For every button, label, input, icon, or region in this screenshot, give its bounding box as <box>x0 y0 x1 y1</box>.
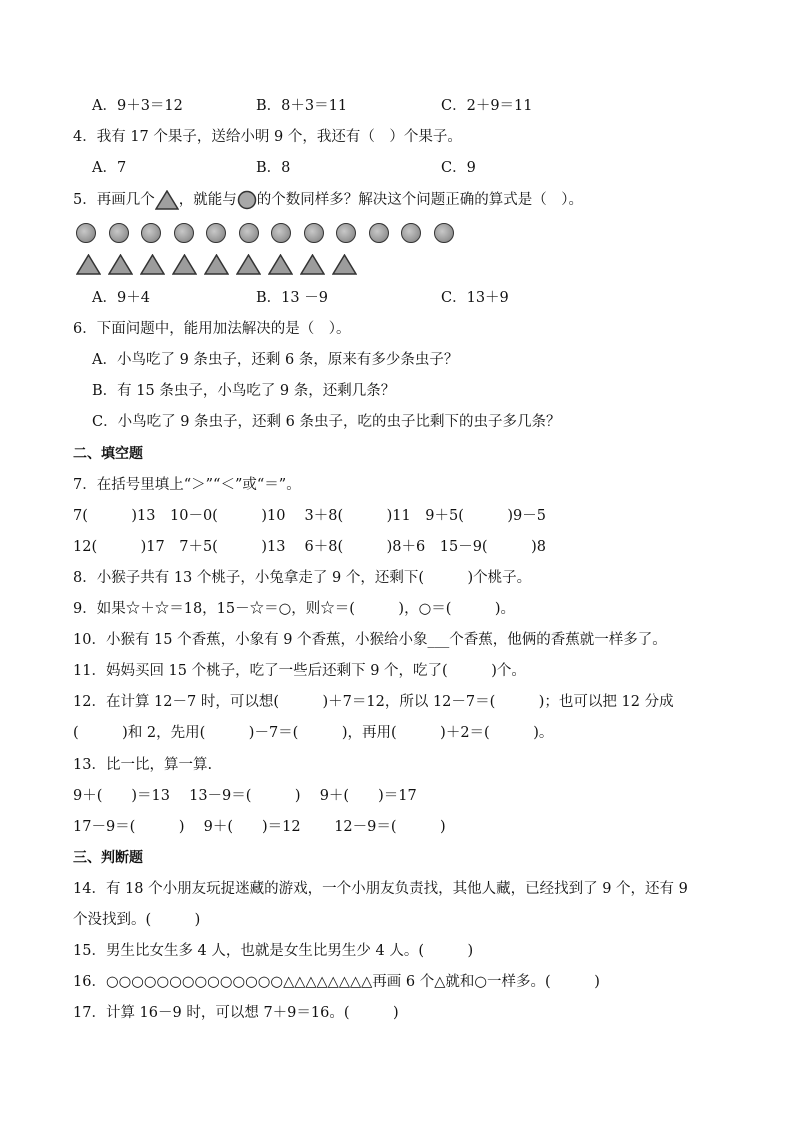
q3-option-c[interactable]: C．2＋9＝11 <box>441 98 533 114</box>
circle-icon <box>271 223 291 243</box>
circle-icon <box>109 223 129 243</box>
q5-triangle-row <box>76 254 357 275</box>
q13-row-1[interactable]: 9＋( )＝13 13－9＝( ) 9＋( )＝17 <box>73 788 417 804</box>
q7-row-1[interactable]: 7( )13 10－0( )10 3＋8( )11 9＋5( )9－5 <box>73 508 546 524</box>
circle-icon <box>401 223 421 243</box>
triangle-icon <box>268 254 293 275</box>
triangle-icon <box>76 254 101 275</box>
triangle-icon <box>172 254 197 275</box>
circle-icon <box>141 223 161 243</box>
q4-option-a[interactable]: A．7 <box>92 160 127 176</box>
triangle-icon <box>108 254 133 275</box>
q6-option-c[interactable]: C．小鸟吃了 9 条虫子，还剩 6 条虫子，吃的虫子比剩下的虫子多几条？ <box>92 414 561 430</box>
q17-question[interactable]: 17．计算 16－9 时，可以想 7＋9＝16。( ) <box>73 1005 399 1021</box>
circle-icon <box>174 223 194 243</box>
circle-icon <box>304 223 324 243</box>
triangle-icon <box>140 254 165 275</box>
q6-option-a[interactable]: A．小鸟吃了 9 条虫子，还剩 6 条，原来有多少条虫子？ <box>92 352 459 368</box>
circle-icon <box>237 190 257 210</box>
triangle-icon <box>204 254 229 275</box>
q5-option-c[interactable]: C．13＋9 <box>441 290 509 306</box>
section-fill-blank-heading: 二、填空题 <box>73 446 143 462</box>
q16-question[interactable]: 16．○○○○○○○○○○○○○○△△△△△△△△再画 6 个△就和○一样多。( ) <box>73 974 600 990</box>
circle-icon <box>206 223 226 243</box>
q15-question[interactable]: 15．男生比女生多 4 人，也就是女生比男生少 4 人。( ) <box>73 943 474 959</box>
q11-question[interactable]: 11．妈妈买回 15 个桃子，吃了一些后还剩下 9 个，吃了( )个。 <box>73 663 526 679</box>
q7-row-2[interactable]: 12( )17 7＋5( )13 6＋8( )8＋6 15－9( )8 <box>73 539 546 555</box>
q9-question[interactable]: 9．如果☆＋☆＝18，15－☆＝○，则☆＝( )，○＝( )。 <box>73 601 516 617</box>
circle-icon <box>336 223 356 243</box>
q4-option-c[interactable]: C．9 <box>441 160 476 176</box>
q14-line-1: 14．有 18 个小朋友玩捉迷藏的游戏，一个小朋友负责找，其他人藏，已经找到了 9 个，还有 9 <box>73 881 688 897</box>
q5-question <box>73 190 583 210</box>
q7-question: 7．在括号里填上“＞”“＜”或“＝”。 <box>73 477 301 493</box>
q5-option-b[interactable]: B．13 －9 <box>256 290 328 306</box>
q5-option-a[interactable]: A．9＋4 <box>92 290 150 306</box>
q3-option-b[interactable]: B．8＋3＝11 <box>256 98 348 114</box>
q5-text-pre: 5．再画几个 <box>73 192 155 208</box>
circle-icon <box>76 223 96 243</box>
q4-option-b[interactable]: B．8 <box>256 160 291 176</box>
q12-line-1[interactable]: 12．在计算 12－7 时，可以想( )＋7＝12，所以 12－7＝( )；也可以把 12 分成 <box>73 694 674 710</box>
section-judgment-heading: 三、判断题 <box>73 850 143 866</box>
q5-text-mid: ，就能与 <box>178 192 237 208</box>
circle-icon <box>239 223 259 243</box>
circle-icon <box>434 223 454 243</box>
triangle-icon <box>236 254 261 275</box>
q4-question: 4．我有 17 个果子，送给小明 9 个，我还有（ ）个果子。 <box>73 129 462 145</box>
q5-circle-row <box>76 223 454 243</box>
q5-text-post: 的个数同样多？解决这个问题正确的算式是（ ）。 <box>256 192 583 208</box>
q13-question: 13．比一比，算一算. <box>73 757 213 773</box>
triangle-icon <box>300 254 325 275</box>
triangle-icon <box>155 190 179 210</box>
q12-line-2[interactable]: ( )和 2，先用( )－7＝( )，再用( )＋2＝( )。 <box>73 725 554 741</box>
q6-option-b[interactable]: B．有 15 条虫子，小鸟吃了 9 条，还剩几条？ <box>92 383 396 399</box>
q14-line-2[interactable]: 个没找到。( ) <box>73 912 201 928</box>
q10-question[interactable]: 10．小猴有 15 个香蕉，小象有 9 个香蕉，小猴给小象___个香蕉，他俩的香蕉就一样多了。 <box>73 632 667 648</box>
q13-row-2[interactable]: 17－9＝( ) 9＋( )＝12 12－9＝( ) <box>73 819 446 835</box>
circle-icon <box>369 223 389 243</box>
q3-option-a[interactable]: A．9＋3＝12 <box>92 98 183 114</box>
triangle-icon <box>332 254 357 275</box>
q8-question[interactable]: 8．小猴子共有 13 个桃子，小兔拿走了 9 个，还剩下( )个桃子。 <box>73 570 532 586</box>
q6-question: 6．下面问题中，能用加法解决的是（ ）。 <box>73 321 351 337</box>
